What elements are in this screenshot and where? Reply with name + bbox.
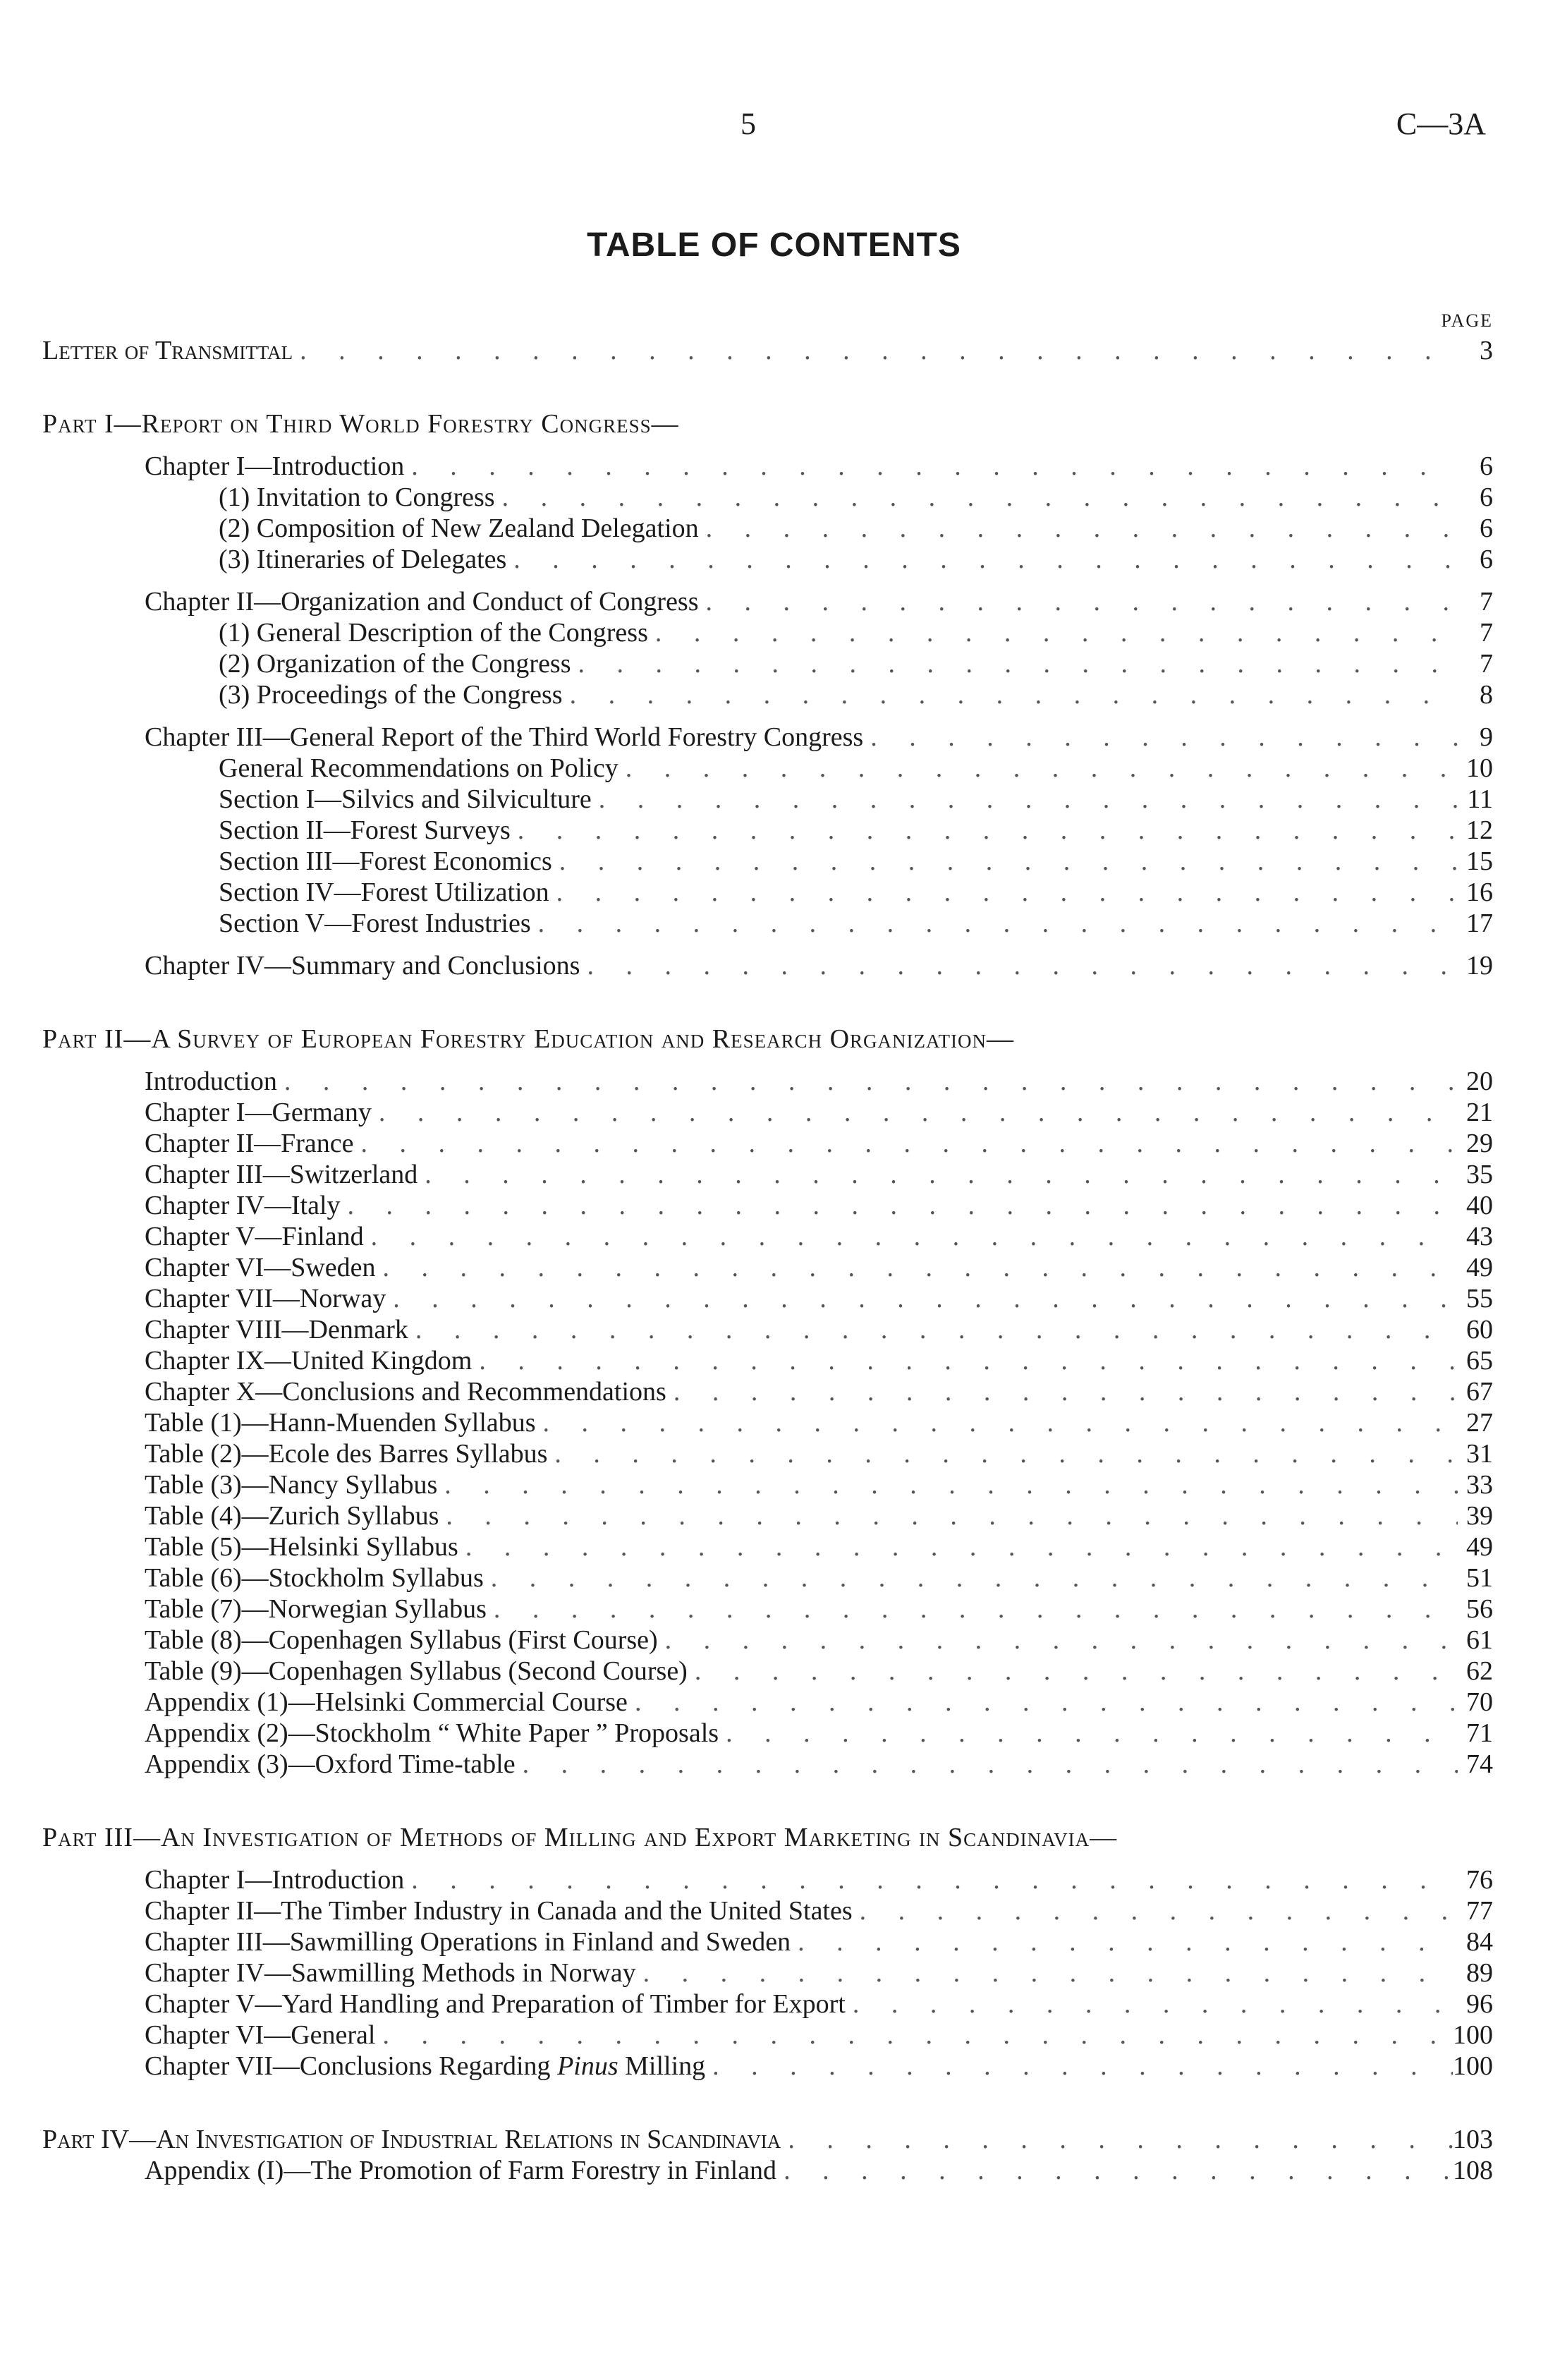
toc-entry-label: Chapter VIII—Denmark bbox=[145, 1315, 408, 1344]
toc-entry bbox=[145, 1864, 1493, 1895]
toc-entry-label: Table (1)—Hann-Muenden Syllabus bbox=[145, 1408, 536, 1438]
toc-entry-label: Chapter IV—Summary and Conclusions bbox=[145, 951, 580, 980]
toc-entry-page: 61 bbox=[1466, 1625, 1493, 1655]
table-of-contents bbox=[42, 335, 1493, 2186]
toc-entry-label: Section III—Forest Economics bbox=[219, 846, 552, 876]
leader-dots bbox=[636, 1957, 1458, 1989]
leader-dots bbox=[666, 1376, 1458, 1407]
leader-dots bbox=[863, 722, 1458, 753]
toc-entry-page: 103 bbox=[1453, 2125, 1493, 2154]
toc-entry-page: 3 bbox=[1480, 336, 1493, 365]
toc-entry-page: 100 bbox=[1453, 2020, 1493, 2050]
toc-entry-label: Chapter IV—Sawmilling Methods in Norway bbox=[145, 1958, 636, 1988]
toc-entry-chapter bbox=[145, 451, 1493, 482]
toc-entry bbox=[145, 1749, 1493, 1780]
leader-dots bbox=[472, 1345, 1458, 1376]
toc-entry-label: Chapter X—Conclusions and Recommendations bbox=[145, 1377, 666, 1407]
toc-entry-label: Chapter III—General Report of the Third World Forestry Congress bbox=[145, 722, 864, 752]
leader-dots bbox=[364, 1221, 1458, 1252]
toc-entry-page: 15 bbox=[1466, 846, 1493, 876]
toc-entry-page: 40 bbox=[1466, 1191, 1493, 1220]
toc-entry-page: 56 bbox=[1466, 1594, 1493, 1624]
toc-entry bbox=[219, 513, 1493, 544]
leader-dots bbox=[580, 950, 1458, 981]
toc-entry-label: Chapter I—Introduction bbox=[145, 451, 405, 481]
toc-entry-page: 6 bbox=[1480, 482, 1493, 512]
toc-entry-chapter bbox=[145, 722, 1493, 753]
toc-entry-label: Appendix (3)—Oxford Time-table bbox=[145, 1749, 516, 1779]
toc-entry bbox=[145, 1562, 1493, 1593]
toc-entry-page: 6 bbox=[1480, 451, 1493, 481]
toc-entry-label: Letter of Transmittal bbox=[42, 336, 293, 365]
leader-dots bbox=[547, 1438, 1458, 1469]
toc-entry-label: (1) General Description of the Congress bbox=[219, 618, 648, 648]
document-code: C—3A bbox=[1396, 107, 1486, 141]
toc-entry-chapter bbox=[145, 586, 1493, 617]
toc-entry-label: (1) Invitation to Congress bbox=[219, 482, 495, 512]
leader-dots bbox=[516, 1749, 1458, 1780]
toc-entry-page: 71 bbox=[1466, 1718, 1493, 1748]
toc-entry bbox=[145, 1097, 1493, 1128]
toc-entry-page: 9 bbox=[1480, 722, 1493, 752]
toc-entry-page: 6 bbox=[1480, 545, 1493, 574]
toc-entry-label: Section I—Silvics and Silviculture bbox=[219, 784, 592, 814]
toc-entry-label: General Recommendations on Policy bbox=[219, 753, 618, 783]
toc-entry-label: Chapter VI—Sweden bbox=[145, 1253, 376, 1282]
leader-dots bbox=[404, 1864, 1458, 1895]
toc-entry-page: 10 bbox=[1466, 753, 1493, 783]
leader-dots bbox=[571, 648, 1458, 679]
leader-dots bbox=[628, 1687, 1458, 1718]
leader-dots bbox=[552, 846, 1458, 877]
toc-entry-page: 74 bbox=[1466, 1749, 1493, 1779]
toc-entry-label: Table (7)—Norwegian Syllabus bbox=[145, 1594, 487, 1624]
toc-entry bbox=[145, 1469, 1493, 1500]
toc-entry-page: 43 bbox=[1466, 1222, 1493, 1251]
leader-dots bbox=[719, 1718, 1458, 1749]
toc-entry-page: 62 bbox=[1466, 1656, 1493, 1686]
toc-entry-page: 77 bbox=[1466, 1896, 1493, 1926]
leader-dots bbox=[563, 679, 1458, 710]
toc-entry bbox=[219, 753, 1493, 784]
toc-entry bbox=[145, 1345, 1493, 1376]
toc-entry bbox=[145, 2051, 1493, 2082]
toc-entry bbox=[219, 482, 1493, 513]
toc-entry-page: 7 bbox=[1480, 618, 1493, 648]
toc-entry-page: 7 bbox=[1480, 587, 1493, 617]
toc-entry-label: Chapter II—The Timber Industry in Canada and the United States bbox=[145, 1896, 853, 1926]
label-italic-part: Pinus bbox=[557, 2051, 618, 2081]
leader-dots bbox=[372, 1097, 1458, 1128]
leader-dots bbox=[418, 1159, 1458, 1190]
toc-entry bbox=[145, 1957, 1493, 1989]
toc-entry bbox=[145, 1159, 1493, 1190]
part-2-entries bbox=[42, 1066, 1493, 1780]
toc-entry-page: 96 bbox=[1466, 1989, 1493, 2019]
toc-entry-page: 100 bbox=[1453, 2051, 1493, 2081]
toc-entry-label: (3) Itineraries of Delegates bbox=[219, 545, 507, 574]
leader-dots bbox=[375, 2020, 1453, 2051]
toc-entry bbox=[219, 908, 1493, 939]
toc-entry-page: 8 bbox=[1480, 680, 1493, 710]
leader-dots bbox=[648, 617, 1458, 648]
leader-dots bbox=[776, 2155, 1453, 2186]
part-4-heading: Part IV—An Investigation of Industrial Relations in Scandinavia bbox=[42, 2125, 781, 2154]
toc-entry-page: 27 bbox=[1466, 1408, 1493, 1438]
toc-entry bbox=[145, 1252, 1493, 1283]
toc-entry-letter-of-transmittal bbox=[42, 335, 1493, 366]
toc-entry-label: Table (6)—Stockholm Syllabus bbox=[145, 1563, 484, 1593]
toc-entry bbox=[145, 1593, 1493, 1625]
leader-dots bbox=[458, 1531, 1458, 1562]
toc-entry bbox=[219, 544, 1493, 575]
toc-entry bbox=[145, 1283, 1493, 1314]
toc-entry-label: Section II—Forest Surveys bbox=[219, 815, 511, 845]
page-title: TABLE OF CONTENTS bbox=[587, 226, 961, 264]
part-4-heading-row bbox=[42, 2124, 1493, 2155]
toc-entry-label: Section V—Forest Industries bbox=[219, 909, 531, 938]
toc-entry-label: Table (4)—Zurich Syllabus bbox=[145, 1501, 439, 1531]
toc-entry bbox=[145, 1407, 1493, 1438]
leader-dots bbox=[277, 1066, 1458, 1097]
toc-entry-page: 12 bbox=[1466, 815, 1493, 845]
toc-entry bbox=[145, 1926, 1493, 1957]
toc-entry-page: 6 bbox=[1480, 514, 1493, 543]
toc-entry bbox=[145, 2155, 1493, 2186]
toc-entry bbox=[145, 1500, 1493, 1531]
toc-entry-page: 60 bbox=[1466, 1315, 1493, 1344]
toc-entry-page: 39 bbox=[1466, 1501, 1493, 1531]
toc-entry bbox=[219, 877, 1493, 908]
toc-entry-label: Chapter IV—Italy bbox=[145, 1191, 341, 1220]
toc-entry-page: 70 bbox=[1466, 1687, 1493, 1717]
toc-entry-label: Chapter VII—Norway bbox=[145, 1284, 386, 1313]
leader-dots bbox=[495, 482, 1458, 513]
toc-entry bbox=[145, 1190, 1493, 1221]
toc-entry-label: (2) Organization of the Congress bbox=[219, 649, 571, 679]
toc-entry bbox=[219, 617, 1493, 648]
toc-entry bbox=[145, 1221, 1493, 1252]
leader-dots bbox=[408, 1314, 1458, 1345]
leader-dots bbox=[791, 1926, 1458, 1957]
toc-entry-page: 51 bbox=[1466, 1563, 1493, 1593]
part-1-heading: Part I—Report on Third World Forestry Congress— bbox=[42, 409, 679, 439]
toc-entry bbox=[219, 679, 1493, 710]
toc-entry-label: Table (9)—Copenhagen Syllabus (Second Course) bbox=[145, 1656, 688, 1686]
toc-entry bbox=[219, 648, 1493, 679]
toc-entry-label bbox=[145, 2051, 705, 2082]
toc-entry bbox=[145, 1989, 1493, 2020]
toc-entry-page: 21 bbox=[1466, 1098, 1493, 1127]
leader-dots bbox=[354, 1128, 1458, 1159]
toc-entry-page: 67 bbox=[1466, 1377, 1493, 1407]
toc-entry bbox=[145, 1066, 1493, 1097]
toc-entry-page: 7 bbox=[1480, 649, 1493, 679]
toc-entry-page: 55 bbox=[1466, 1284, 1493, 1313]
toc-entry-label: (2) Composition of New Zealand Delegation bbox=[219, 514, 699, 543]
toc-entry-page: 35 bbox=[1466, 1160, 1493, 1189]
leader-dots bbox=[437, 1469, 1458, 1500]
leader-dots bbox=[688, 1656, 1458, 1687]
toc-entry-label: Section IV—Forest Utilization bbox=[219, 878, 549, 907]
leader-dots bbox=[376, 1252, 1458, 1283]
toc-entry bbox=[219, 846, 1493, 877]
leader-dots bbox=[487, 1593, 1458, 1625]
toc-entry-page: 33 bbox=[1466, 1470, 1493, 1500]
toc-entry bbox=[145, 1438, 1493, 1469]
toc-entry-label: (3) Proceedings of the Congress bbox=[219, 680, 563, 710]
toc-entry-label: Chapter I—Introduction bbox=[145, 1865, 405, 1895]
leader-dots bbox=[853, 1895, 1458, 1926]
toc-entry-page: 20 bbox=[1466, 1067, 1493, 1096]
toc-entry-label: Chapter V—Finland bbox=[145, 1222, 364, 1251]
toc-entry-label: Chapter I—Germany bbox=[145, 1098, 372, 1127]
leader-dots bbox=[341, 1190, 1458, 1221]
toc-entry bbox=[145, 1314, 1493, 1345]
leader-dots bbox=[386, 1283, 1458, 1314]
toc-entry-label: Chapter II—France bbox=[145, 1129, 354, 1158]
leader-dots bbox=[705, 2051, 1453, 2082]
toc-entry bbox=[145, 1687, 1493, 1718]
toc-entry-label: Chapter V—Yard Handling and Preparation of Timber for Export bbox=[145, 1989, 846, 2019]
toc-entry-page: 49 bbox=[1466, 1532, 1493, 1562]
label-part: Milling bbox=[618, 2051, 706, 2081]
toc-entry-page: 17 bbox=[1466, 909, 1493, 938]
toc-entry-page: 89 bbox=[1466, 1958, 1493, 1988]
toc-entry bbox=[145, 2020, 1493, 2051]
leader-dots bbox=[506, 544, 1458, 575]
toc-entry bbox=[145, 1625, 1493, 1656]
leader-dots bbox=[781, 2124, 1453, 2155]
leader-dots bbox=[511, 815, 1458, 846]
leader-dots bbox=[536, 1407, 1458, 1438]
toc-entry-page: 65 bbox=[1466, 1346, 1493, 1376]
toc-entry bbox=[145, 1376, 1493, 1407]
part-3-heading: Part III—An Investigation of Methods of Milling and Export Marketing in Scandinavia— bbox=[42, 1823, 1118, 1852]
leader-dots bbox=[618, 753, 1458, 784]
toc-entry-label: Appendix (1)—Helsinki Commercial Course bbox=[145, 1687, 628, 1717]
toc-entry bbox=[145, 1895, 1493, 1926]
toc-entry-label: Table (3)—Nancy Syllabus bbox=[145, 1470, 438, 1500]
leader-dots bbox=[699, 513, 1458, 544]
toc-entry-page: 84 bbox=[1466, 1927, 1493, 1957]
leader-dots bbox=[846, 1989, 1458, 2020]
toc-entry-label: Chapter VI—General bbox=[145, 2020, 376, 2050]
toc-entry-label: Chapter II—Organization and Conduct of Congress bbox=[145, 587, 699, 617]
leader-dots bbox=[293, 335, 1458, 366]
toc-entry-label: Appendix (2)—Stockholm “ White Paper ” Proposals bbox=[145, 1718, 719, 1748]
toc-entry-page: 108 bbox=[1453, 2156, 1493, 2185]
toc-entry bbox=[219, 815, 1493, 846]
toc-entry bbox=[145, 1531, 1493, 1562]
toc-entry-label: Chapter III—Sawmilling Operations in Finland and Sweden bbox=[145, 1927, 791, 1957]
toc-entry-page: 19 bbox=[1466, 951, 1493, 980]
toc-entry-page: 29 bbox=[1466, 1129, 1493, 1158]
toc-entry-page: 11 bbox=[1467, 784, 1493, 814]
page-number: 5 bbox=[741, 107, 756, 141]
leader-dots bbox=[404, 451, 1458, 482]
part-2-heading: Part II—A Survey of European Forestry Education and Research Organization— bbox=[42, 1024, 1015, 1054]
leader-dots bbox=[439, 1500, 1458, 1531]
toc-entry-label: Chapter IX—United Kingdom bbox=[145, 1346, 473, 1376]
toc-entry-label: Appendix (I)—The Promotion of Farm Forestry in Finland bbox=[145, 2156, 777, 2185]
toc-entry-page: 76 bbox=[1466, 1865, 1493, 1895]
toc-entry bbox=[145, 1718, 1493, 1749]
leader-dots bbox=[484, 1562, 1458, 1593]
part-3-entries bbox=[42, 1864, 1493, 2051]
toc-entry-label: Introduction bbox=[145, 1067, 277, 1096]
toc-entry bbox=[145, 1656, 1493, 1687]
toc-entry-page: 31 bbox=[1466, 1439, 1493, 1469]
toc-entry-page: 49 bbox=[1466, 1253, 1493, 1282]
toc-entry-page: 16 bbox=[1466, 878, 1493, 907]
leader-dots bbox=[531, 908, 1458, 939]
toc-entry-label: Table (8)—Copenhagen Syllabus (First Course) bbox=[145, 1625, 658, 1655]
leader-dots bbox=[658, 1625, 1458, 1656]
leader-dots bbox=[699, 586, 1458, 617]
page-column-label: PAGE bbox=[1441, 310, 1493, 331]
toc-entry-label: Table (2)—Ecole des Barres Syllabus bbox=[145, 1439, 548, 1469]
toc-entry bbox=[219, 784, 1493, 815]
label-part: Chapter VII—Conclusions Regarding bbox=[145, 2051, 558, 2081]
toc-entry-chapter bbox=[145, 950, 1493, 981]
leader-dots bbox=[592, 784, 1458, 815]
toc-entry-label: Chapter III—Switzerland bbox=[145, 1160, 418, 1189]
toc-entry-label: Table (5)—Helsinki Syllabus bbox=[145, 1532, 458, 1562]
leader-dots bbox=[549, 877, 1458, 908]
toc-entry bbox=[145, 1128, 1493, 1159]
